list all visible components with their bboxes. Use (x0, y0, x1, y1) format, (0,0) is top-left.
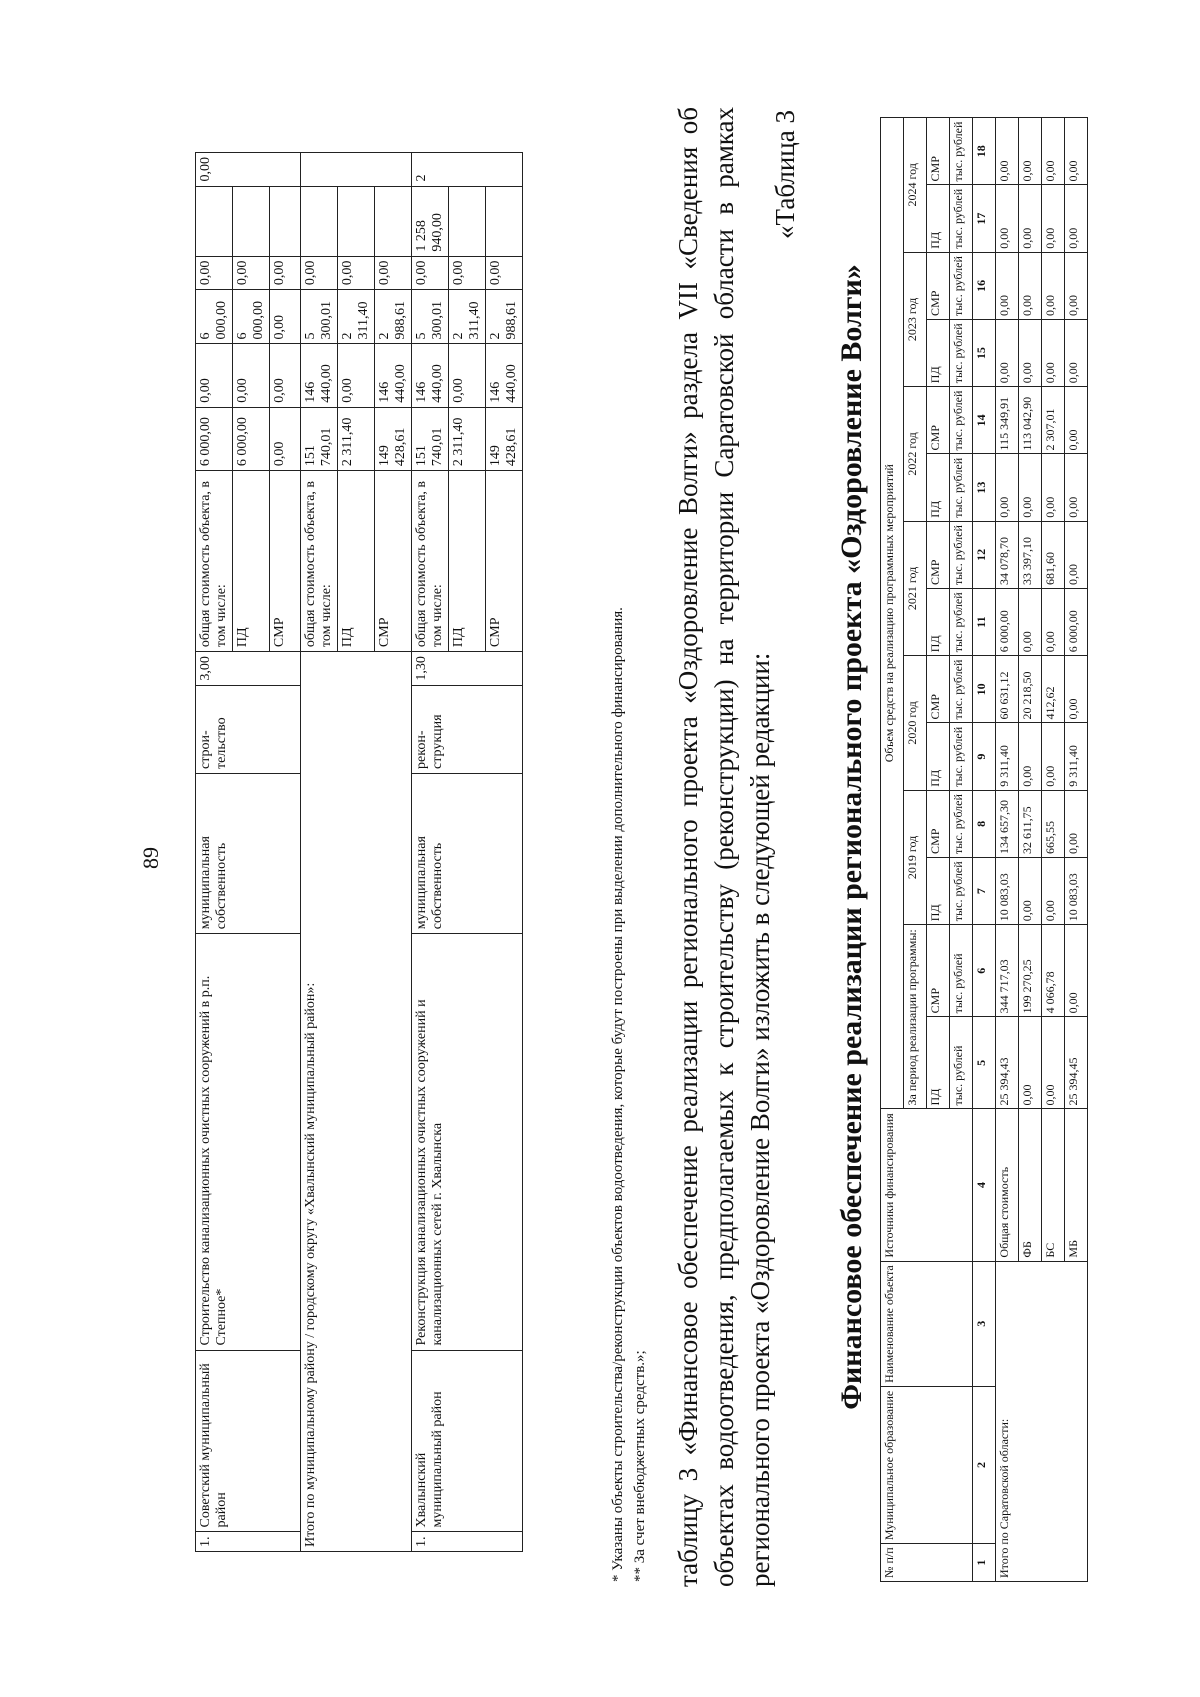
cell-value: 0,00 (1019, 857, 1042, 924)
cell-value: СМР (486, 471, 523, 652)
cell-value: 0,00 (1019, 588, 1042, 655)
cell-value: 0,00 (1065, 925, 1088, 1017)
cell-value: 25 394,45 (1065, 1017, 1088, 1109)
cell-value: 6 000,00 (996, 588, 1019, 655)
header-pd: ПД (927, 185, 950, 252)
header-smr: СМР (927, 252, 950, 319)
header-unit: тыс. рублей (950, 588, 973, 655)
cell-value: 33 397,10 (1019, 521, 1042, 588)
cell-work: рекон-струкция (412, 685, 523, 773)
header-pd: ПД (927, 319, 950, 386)
cell-extra (301, 153, 412, 187)
cell-value (449, 186, 486, 256)
cell-capacity: 1,30 (412, 652, 523, 686)
financing-table (880, 117, 1088, 1582)
cell-value: 32 611,75 (1019, 790, 1042, 857)
header-smr: СМР (927, 656, 950, 723)
cell-value: 0,00 (1065, 387, 1088, 454)
col-number: 13 (973, 454, 996, 521)
cell-work: строи-тельство (196, 685, 301, 773)
cell-value: 0,00 (996, 319, 1019, 386)
header-unit: тыс. рублей (950, 319, 973, 386)
cell-value: 0,00 (1042, 185, 1065, 252)
col-number: 18 (973, 118, 996, 185)
cell-value: 0,00 (1042, 319, 1065, 386)
header-pd: ПД (927, 454, 950, 521)
header-pd: ПД (927, 857, 950, 924)
cell-value: 0,00 (1019, 319, 1042, 386)
source-label: ФБ (1019, 1109, 1042, 1261)
header-year: 2020 год (904, 656, 927, 791)
cell-value (270, 186, 301, 256)
cell-value: 0,00 (486, 256, 523, 290)
cell-value: 1 258 940,00 (412, 186, 449, 256)
total-label: Итого по муниципальному району / городскому округу «Хвалынский муниципальный район»: (301, 652, 412, 1552)
cell-n: 1. (412, 1532, 523, 1552)
header-year: 2023 год (904, 252, 927, 387)
col-number: 14 (973, 387, 996, 454)
cell-value: 10 083,03 (996, 857, 1019, 924)
cell-value: 0,00 (1042, 588, 1065, 655)
cell-value: 2 311,40 (338, 290, 375, 344)
table-row (996, 118, 1019, 1582)
col-number: 8 (973, 790, 996, 857)
cell-value: 0,00 (1019, 1017, 1042, 1109)
cell-value: СМР (375, 471, 412, 652)
cell-value: 199 270,25 (1019, 925, 1042, 1017)
cell-value: 149 428,61 (486, 407, 523, 470)
cell-capacity: 3,00 (196, 652, 301, 686)
cell-value (301, 186, 338, 256)
header-unit: тыс. рублей (950, 454, 973, 521)
col-number: 17 (973, 185, 996, 252)
cell-value: 2 311,40 (449, 290, 486, 344)
col-number: 4 (973, 1109, 996, 1261)
header-year: 2022 год (904, 387, 927, 522)
table3-heading: Финансовое обеспечение реализации регионального проекта «Оздоровление Волги» (835, 264, 868, 1410)
total-label: Итого по Саратовской области: (996, 1261, 1088, 1581)
cell-value: 0,00 (1065, 185, 1088, 252)
cell-value: 6 000,00 (196, 407, 233, 470)
cell-value: ПД (338, 471, 375, 652)
cell-value: 0,00 (1019, 252, 1042, 319)
cell-value: 0,00 (449, 344, 486, 407)
cell-value: 10 083,03 (1065, 857, 1088, 924)
cell-value: 0,00 (196, 344, 233, 407)
col-number: 3 (973, 1261, 996, 1386)
cell-value: 0,00 (1042, 118, 1065, 185)
cell-value: 6 000,00 (196, 290, 233, 344)
cell-value: общая стоимость объекта, в том числе: (412, 471, 449, 652)
cell-value: 0,00 (270, 256, 301, 290)
cell-value: 0,00 (1042, 454, 1065, 521)
cell-value: 0,00 (996, 118, 1019, 185)
cell-n: 1. (196, 1532, 301, 1552)
cell-value: 151 740,01 (301, 407, 338, 470)
header-unit: тыс. рублей (950, 118, 973, 185)
cell-value: 0,00 (1065, 790, 1088, 857)
cell-extra: 0,00 (196, 153, 301, 187)
header-unit: тыс. рублей (950, 925, 973, 1017)
cell-value: 0,00 (270, 290, 301, 344)
footnote-1: * Указаны объекты строительства/реконструкции объектов водоотведения, которые будут построены при выделении дополнительного финансирования. (610, 607, 626, 1582)
cell-value: 0,00 (1065, 252, 1088, 319)
cell-value: 2 307,01 (1042, 387, 1065, 454)
header-smr: СМР (927, 521, 950, 588)
cell-value: 0,00 (375, 256, 412, 290)
cell-district: Советский муниципальный район (196, 1350, 301, 1532)
cell-value: 9 311,40 (1065, 723, 1088, 790)
cell-value (233, 186, 270, 256)
header-num: № п/п (881, 1544, 973, 1582)
cell-value (486, 186, 523, 256)
cell-value: 60 631,12 (996, 656, 1019, 723)
table-row (412, 153, 449, 1552)
header-unit: тыс. рублей (950, 790, 973, 857)
cell-value: 0,00 (1042, 252, 1065, 319)
table-row (196, 153, 233, 1552)
header-pd: ПД (927, 1017, 950, 1109)
header-unit: тыс. рублей (950, 656, 973, 723)
cell-value: 0,00 (1019, 118, 1042, 185)
cell-value: 0,00 (996, 252, 1019, 319)
header-smr: СМР (927, 925, 950, 1017)
source-label: МБ (1065, 1109, 1088, 1261)
cell-value: 0,00 (1019, 185, 1042, 252)
cell-value: 0,00 (270, 407, 301, 470)
cell-value (375, 186, 412, 256)
cell-value: 0,00 (1042, 723, 1065, 790)
cell-ownership: муниципальная собственность (196, 773, 301, 933)
header-year: 2024 год (904, 118, 927, 253)
header-mo: Муниципальное образование (881, 1386, 973, 1543)
cell-value: 6 000,00 (233, 407, 270, 470)
header-unit: тыс. рублей (950, 521, 973, 588)
cell-value: 681,60 (1042, 521, 1065, 588)
col-number: 10 (973, 656, 996, 723)
cell-value: 0,00 (233, 256, 270, 290)
cell-value: 134 657,30 (996, 790, 1019, 857)
col-number: 9 (973, 723, 996, 790)
source-label: Общая стоимость (996, 1109, 1019, 1261)
col-number: 2 (973, 1386, 996, 1543)
cell-value: 0,00 (1019, 454, 1042, 521)
cell-value: 146 440,00 (375, 344, 412, 407)
header-year: 2021 год (904, 521, 927, 656)
table-row (301, 153, 338, 1552)
cell-value: 0,00 (1065, 521, 1088, 588)
cell-value (338, 186, 375, 256)
cell-value: 4 066,78 (1042, 925, 1065, 1017)
cell-value: 0,00 (996, 454, 1019, 521)
header-src: Источники финансирования (881, 1109, 973, 1261)
header-pd: ПД (927, 588, 950, 655)
col-number: 1 (973, 1544, 996, 1582)
cell-value: 2 988,61 (486, 290, 523, 344)
cell-value: 0,00 (1065, 454, 1088, 521)
cell-value: 113 042,90 (1019, 387, 1042, 454)
cell-value: 0,00 (301, 256, 338, 290)
col-number: 5 (973, 1017, 996, 1109)
cell-ownership: муниципальная собственность (412, 773, 523, 933)
cell-value: 9 311,40 (996, 723, 1019, 790)
cell-value: 151 740,01 (412, 407, 449, 470)
col-number: 7 (973, 857, 996, 924)
col-number: 6 (973, 925, 996, 1017)
col-number: 15 (973, 319, 996, 386)
cell-value: 0,00 (412, 256, 449, 290)
cell-value: 0,00 (338, 256, 375, 290)
cell-value: ПД (233, 471, 270, 652)
cell-object: Строительство канализационных очистных сооружений в р.п. Степное* (196, 934, 301, 1350)
header-vol: Объем средств на реализацию программных мероприятий (881, 118, 904, 1109)
cell-value: 149 428,61 (375, 407, 412, 470)
footnote-2: ** За счет внебюджетных средств.»; (632, 1350, 648, 1582)
cell-value: 0,00 (449, 256, 486, 290)
cell-value: 0,00 (1065, 319, 1088, 386)
cell-value: 0,00 (996, 185, 1019, 252)
col-number: 12 (973, 521, 996, 588)
cell-value: СМР (270, 471, 301, 652)
cell-value: 665,55 (1042, 790, 1065, 857)
header-unit: тыс. рублей (950, 857, 973, 924)
amendment-paragraph: таблицу 3 «Финансовое обеспечение реализации регионального проекта «Оздоровление Волги» раздела VII «Сведения об объектах водоотведения, предполагаемых к строительству (реконструкции) на территории Саратовской области в рамках регионального проекта «Оздоровление Волги» изложить в следующей редакции: (673, 107, 775, 1587)
cell-value: ПД (449, 471, 486, 652)
cell-district: Хвалынский муниципальный район (412, 1350, 523, 1532)
header-year: 2019 год (904, 790, 927, 925)
cell-value: 146 440,00 (412, 344, 449, 407)
header-smr: СМР (927, 118, 950, 185)
table-tag: «Таблица 3 (770, 110, 800, 239)
header-obj: Наименование объекта (881, 1261, 973, 1386)
header-unit: тыс. рублей (950, 252, 973, 319)
header-unit: тыс. рублей (950, 387, 973, 454)
cell-value: 344 717,03 (996, 925, 1019, 1017)
header-period: За период реализации программы: (904, 925, 927, 1109)
cell-extra: 2 (412, 153, 523, 187)
cell-value: общая стоимость объекта, в том числе: (196, 471, 233, 652)
header-unit: тыс. рублей (950, 723, 973, 790)
cell-value: 412,62 (1042, 656, 1065, 723)
cell-value: 0,00 (1019, 723, 1042, 790)
cell-value: 6 000,00 (233, 290, 270, 344)
header-smr: СМР (927, 790, 950, 857)
cell-value: 0,00 (1042, 1017, 1065, 1109)
cell-value: 0,00 (270, 344, 301, 407)
cell-value: 5 300,01 (412, 290, 449, 344)
cell-value (196, 186, 233, 256)
objects-table (195, 152, 523, 1552)
cell-value: 146 440,00 (486, 344, 523, 407)
cell-value: 25 394,43 (996, 1017, 1019, 1109)
cell-value: 146 440,00 (301, 344, 338, 407)
cell-value: 20 218,50 (1019, 656, 1042, 723)
cell-value: общая стоимость объекта, в том числе: (301, 471, 338, 652)
cell-value: 2 988,61 (375, 290, 412, 344)
header-smr: СМР (927, 387, 950, 454)
cell-value: 0,00 (338, 344, 375, 407)
cell-value: 2 311,40 (449, 407, 486, 470)
cell-value: 5 300,01 (301, 290, 338, 344)
cell-value: 0,00 (1065, 118, 1088, 185)
page-number: 89 (138, 847, 163, 869)
cell-object: Реконструкция канализационных очистных сооружений и канализационных сетей г. Хвалынска (412, 934, 523, 1350)
header-unit: тыс. рублей (950, 1017, 973, 1109)
cell-value: 2 311,40 (338, 407, 375, 470)
cell-value: 115 349,91 (996, 387, 1019, 454)
cell-value: 0,00 (196, 256, 233, 290)
col-number: 11 (973, 588, 996, 655)
source-label: БС (1042, 1109, 1065, 1261)
header-pd: ПД (927, 723, 950, 790)
header-unit: тыс. рублей (950, 185, 973, 252)
cell-value: 0,00 (1042, 857, 1065, 924)
cell-value: 0,00 (1065, 656, 1088, 723)
cell-value: 34 078,70 (996, 521, 1019, 588)
cell-value: 0,00 (233, 344, 270, 407)
col-number: 16 (973, 252, 996, 319)
cell-value: 6 000,00 (1065, 588, 1088, 655)
